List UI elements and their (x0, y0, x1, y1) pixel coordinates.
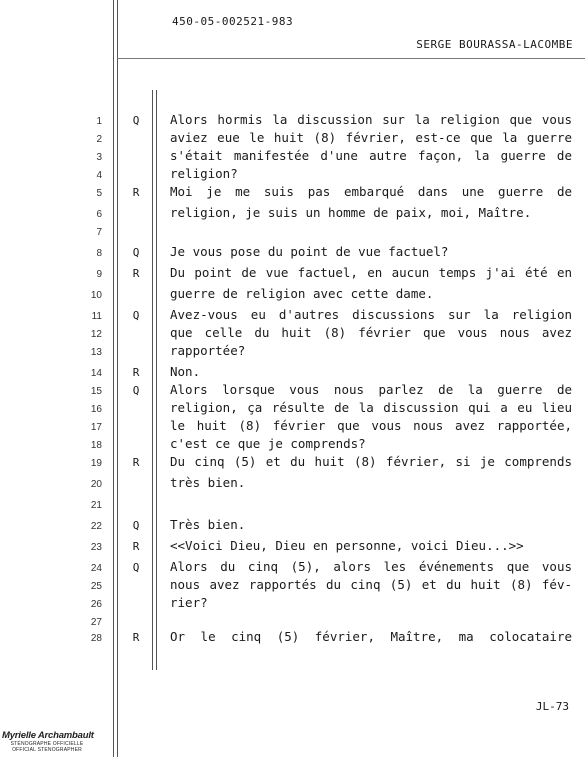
transcript-line: le huit (8) février que vous nous avez rapportée, (170, 418, 572, 433)
speaker-marker: Q (132, 309, 140, 322)
speaker-marker: R (132, 366, 140, 379)
speaker-marker: R (132, 631, 140, 644)
line-number: 14 (90, 368, 102, 379)
case-number: 450-05-002521-983 (172, 15, 294, 28)
transcript-line: Non. (170, 364, 201, 379)
line-number: 13 (90, 347, 102, 358)
line-number: 17 (90, 422, 102, 433)
left-margin-rule-inner (117, 0, 118, 757)
line-number: 26 (90, 599, 102, 610)
line-number: 10 (90, 290, 102, 301)
speaker-marker: R (132, 456, 140, 469)
line-number: 21 (90, 500, 102, 511)
speaker-marker: Q (132, 246, 140, 259)
page-code: JL-73 (535, 700, 569, 713)
line-number: 11 (91, 311, 102, 322)
speaker-marker: Q (132, 384, 140, 397)
line-number: 15 (90, 386, 102, 397)
stenographer-name: Myrielle Archambault (2, 730, 94, 741)
speaker-marker: Q (132, 114, 140, 127)
speaker-marker: R (132, 267, 140, 280)
speaker-marker: R (132, 540, 140, 553)
transcript-line: Du point de vue factuel, en aucun temps j'ai été en (170, 265, 572, 280)
transcript-line: Je vous pose du point de vue factuel? (170, 244, 449, 259)
transcript-line: Avez-vous eu d'autres discussions sur la religion (170, 307, 572, 322)
transcript-line: très bien. (170, 475, 246, 490)
transcript-line: Très bien. (170, 517, 246, 532)
transcript-line: religion, ça résulte de la discussion qui a eu lieu (170, 400, 572, 415)
line-number: 1 (96, 116, 102, 127)
line-number: 25 (90, 581, 102, 592)
text-margin-rule-inner (156, 90, 157, 670)
speaker-marker: R (132, 186, 140, 199)
line-number: 16 (90, 404, 102, 415)
transcript-line: religion, je suis un homme de paix, moi, Maître. (170, 205, 532, 220)
transcript-line: rapportée? (170, 343, 246, 358)
stenographer-stamp (2, 730, 92, 753)
line-number: 9 (96, 269, 102, 280)
transcript-line: que celle du huit (8) février que vous nous avez (170, 325, 572, 340)
transcript-line: rier? (170, 595, 208, 610)
line-number: 28 (90, 633, 102, 644)
line-number: 4 (96, 170, 102, 181)
transcript-line: s'était manifestée d'une autre façon, la guerre de (170, 148, 572, 163)
transcript-line: guerre de religion avec cette dame. (170, 286, 434, 301)
transcript-line: Alors hormis la discussion sur la religion que vous (170, 112, 572, 127)
stenographer-title-fr: STÉNOGRAPHE OFFICIELLE (10, 741, 84, 747)
line-number: 19 (90, 458, 102, 469)
stenographer-title-en: OFFICIAL STENOGRAPHER (12, 747, 82, 753)
transcript-line: Moi je me suis pas embarqué dans une guerre de (170, 184, 572, 199)
line-number: 7 (96, 227, 102, 238)
transcript-line: nous avez rapportés du cinq (5) et du huit (8) fév- (170, 577, 572, 592)
line-number: 23 (90, 542, 102, 553)
header-rule (117, 58, 585, 59)
witness-name: SERGE BOURASSA-LACOMBE (416, 38, 573, 51)
line-number: 12 (90, 329, 102, 340)
line-number: 3 (96, 152, 102, 163)
transcript-line: c'est ce que je comprends? (170, 436, 366, 451)
line-number: 2 (96, 134, 102, 145)
transcript-line: Du cinq (5) et du huit (8) février, si je comprends (170, 454, 572, 469)
line-number: 5 (96, 188, 102, 199)
left-margin-rule-outer (113, 0, 114, 757)
line-number: 27 (90, 617, 102, 628)
transcript-line: Alors lorsque vous nous parlez de la guerre de (170, 382, 572, 397)
line-number: 22 (90, 521, 102, 532)
speaker-marker: Q (132, 519, 140, 532)
speaker-marker: Q (132, 561, 140, 574)
line-number: 20 (90, 479, 102, 490)
line-number: 6 (96, 209, 102, 220)
transcript-line: aviez eue le huit (8) février, est-ce que la guerre (170, 130, 572, 145)
transcript-line: Alors du cinq (5), alors les événements que vous (170, 559, 572, 574)
line-number: 24 (90, 563, 102, 574)
transcript-line: Or le cinq (5) février, Maître, ma colocataire (170, 629, 572, 644)
line-number: 8 (96, 248, 102, 259)
transcript-line: religion? (170, 166, 238, 181)
line-number: 18 (90, 440, 102, 451)
text-margin-rule-outer (152, 90, 153, 670)
transcript-line: <<Voici Dieu, Dieu en personne, voici Dieu...>> (170, 538, 524, 553)
